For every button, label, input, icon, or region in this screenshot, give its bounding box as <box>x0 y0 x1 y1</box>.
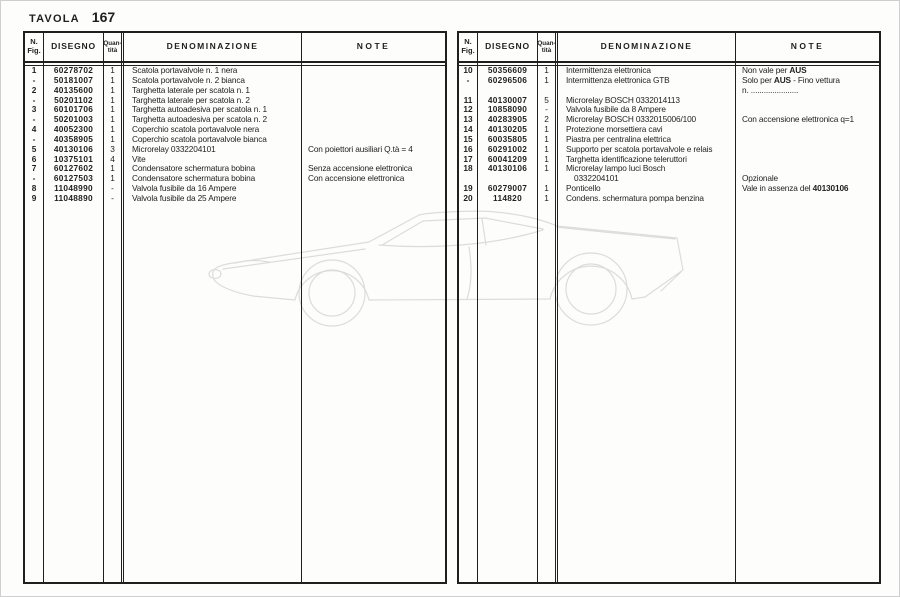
denominazione-cell: Coperchio scatola portavalvole bianca <box>124 135 302 145</box>
note-cell <box>302 96 445 106</box>
col-header-qty-line2: tità <box>541 47 552 54</box>
disegno-cell: 60296506 <box>478 76 538 86</box>
fig-cell: - <box>25 76 44 86</box>
disegno-cell: 40052300 <box>44 125 104 135</box>
qty-cell: 1 <box>104 125 124 135</box>
col-header-fig-line1: N. <box>30 37 38 47</box>
note-text: AUS <box>789 65 807 75</box>
note-text: - Fino vettura <box>790 74 840 85</box>
parts-table-right <box>457 31 881 584</box>
disegno-cell: 40358905 <box>44 135 104 145</box>
denominazione-cell: Condens. schermatura pompa benzina <box>558 194 736 204</box>
denominazione-cell: Coperchio scatola portavalvole nera <box>124 125 302 135</box>
denominazione-cell: Supporto per scatola portavalvole e relais <box>558 145 736 155</box>
qty-cell: - <box>104 184 124 194</box>
denominazione-cell: Protezione morsettiera cavi <box>558 125 736 135</box>
qty-cell: 1 <box>538 155 558 165</box>
note-cell <box>302 66 445 76</box>
denominazione-cell: Intermittenza elettronica GTB <box>558 76 736 86</box>
denominazione-cell: 0332204101 <box>558 174 736 184</box>
qty-cell: 3 <box>104 145 124 155</box>
fig-cell: 7 <box>25 164 44 174</box>
denominazione-cell: Microrelay BOSCH 0332014113 <box>558 96 736 106</box>
fig-cell: 16 <box>459 145 478 155</box>
note-cell <box>736 155 879 165</box>
qty-cell: 1 <box>538 76 558 86</box>
qty-cell: - <box>104 194 124 204</box>
qty-cell: 1 <box>104 135 124 145</box>
disegno-cell: 10375101 <box>44 155 104 165</box>
note-cell <box>736 115 879 125</box>
qty-cell: 1 <box>104 76 124 86</box>
disegno-cell: 40130205 <box>478 125 538 135</box>
disegno-cell: 60101706 <box>44 105 104 115</box>
title-label: TAVOLA <box>29 13 80 25</box>
disegno-cell: 60041209 <box>478 155 538 165</box>
disegno-cell: 60278702 <box>44 66 104 76</box>
qty-cell: 4 <box>104 155 124 165</box>
col-header-denominazione: DENOMINAZIONE <box>124 33 302 61</box>
denominazione-cell: Scatola portavalvole n. 2 bianca <box>124 76 302 86</box>
note-text: Opzionale <box>742 173 779 184</box>
fig-cell: 3 <box>25 105 44 115</box>
disegno-cell: 50201102 <box>44 96 104 106</box>
fig-cell: 14 <box>459 125 478 135</box>
fig-cell: 6 <box>25 155 44 165</box>
qty-cell: 1 <box>538 164 558 174</box>
disegno-cell: 60291002 <box>478 145 538 155</box>
disegno-cell: 60035805 <box>478 135 538 145</box>
qty-cell: 1 <box>538 194 558 204</box>
qty-cell: 1 <box>104 86 124 96</box>
parts-table-left <box>23 31 447 584</box>
col-header-note: NOTE <box>790 41 825 52</box>
fig-cell: 15 <box>459 135 478 145</box>
fig-cell: 1 <box>25 66 44 76</box>
fig-cell: 18 <box>459 164 478 174</box>
fig-cell: - <box>25 174 44 184</box>
note-cell <box>302 194 445 204</box>
disegno-cell: 60279007 <box>478 184 538 194</box>
note-text: AUS <box>773 74 791 85</box>
denominazione-cell: Scatola portavalvole n. 1 nera <box>124 66 302 76</box>
col-header-fig <box>459 33 478 61</box>
fig-cell: 20 <box>459 194 478 204</box>
qty-cell: 1 <box>538 125 558 135</box>
qty-cell: 2 <box>538 115 558 125</box>
qty-cell: 1 <box>104 66 124 76</box>
col-header-qty-line1: Quan- <box>103 39 122 47</box>
disegno-cell: 60127503 <box>44 174 104 184</box>
table-filler-row <box>25 204 445 582</box>
col-header-fig-line2: Fig. <box>27 46 41 55</box>
qty-cell: 5 <box>538 96 558 106</box>
qty-cell: 1 <box>538 145 558 155</box>
note-cell <box>302 115 445 125</box>
fig-cell: - <box>25 96 44 106</box>
note-text: Con poiettori ausiliari Q.tà = 4 <box>308 143 413 154</box>
note-text: 40130106 <box>812 183 849 194</box>
denominazione-cell: Targhetta laterale per scatola n. 1 <box>124 86 302 96</box>
note-cell <box>302 86 445 96</box>
qty-cell: 1 <box>104 174 124 184</box>
note-text: Senza accensione elettronica <box>308 163 413 174</box>
denominazione-cell: Valvola fusibile da 8 Ampere <box>558 105 736 115</box>
note-cell <box>302 125 445 135</box>
qty-cell: 1 <box>104 105 124 115</box>
note-text: Non vale per <box>742 65 790 75</box>
denominazione-cell: Condensatore schermatura bobina <box>124 164 302 174</box>
qty-cell: 1 <box>104 164 124 174</box>
disegno-cell: 11048890 <box>44 194 104 204</box>
disegno-cell: 40130106 <box>44 145 104 155</box>
fig-cell: 10 <box>459 66 478 76</box>
disegno-cell: 50356609 <box>478 66 538 76</box>
table-body <box>25 66 445 582</box>
fig-cell: - <box>25 115 44 125</box>
table-header <box>459 33 879 63</box>
denominazione-cell: Microrelay BOSCH 0332015006/100 <box>558 115 736 125</box>
note-text: Con accensione elettronica <box>308 173 405 184</box>
note-cell <box>736 135 879 145</box>
table-filler-row <box>459 204 879 582</box>
note-cell <box>302 174 445 184</box>
col-header-denominazione: DENOMINAZIONE <box>558 33 736 61</box>
note-cell <box>736 145 879 155</box>
denominazione-cell: Microrelay 0332204101 <box>124 145 302 155</box>
qty-cell: 1 <box>538 66 558 76</box>
col-header-qty-line1: Quan- <box>537 39 556 47</box>
disegno-cell: 50201003 <box>44 115 104 125</box>
note-cell <box>736 96 879 106</box>
col-header-fig-line1: N. <box>464 37 472 47</box>
table-row <box>459 76 879 86</box>
fig-cell: 9 <box>25 194 44 204</box>
disegno-cell: 11048990 <box>44 184 104 194</box>
table-body <box>459 66 879 582</box>
denominazione-cell: Valvola fusibile da 16 Ampere <box>124 184 302 194</box>
note-text: n. ...................... <box>742 84 799 95</box>
table-row <box>459 194 879 204</box>
disegno-cell: 40283905 <box>478 115 538 125</box>
table-header <box>25 33 445 63</box>
denominazione-cell: Intermittenza elettronica <box>558 66 736 76</box>
fig-cell: 5 <box>25 145 44 155</box>
note-cell <box>302 145 445 155</box>
col-header-fig-line2: Fig. <box>461 46 475 55</box>
col-header-qty-line2: tità <box>107 47 118 54</box>
disegno-cell: 40130007 <box>478 96 538 106</box>
note-cell <box>736 194 879 204</box>
denominazione-cell: Microrelay lampo luci Bosch <box>558 164 736 174</box>
col-header-qty <box>104 33 124 61</box>
fig-cell: 13 <box>459 115 478 125</box>
table-row <box>459 164 879 174</box>
denominazione-cell: Targhetta autoadesiva per scatola n. 1 <box>124 105 302 115</box>
denominazione-cell: Valvola fusibile da 25 Ampere <box>124 194 302 204</box>
qty-cell: - <box>538 105 558 115</box>
qty-cell: 1 <box>104 96 124 106</box>
qty-cell: 1 <box>538 135 558 145</box>
disegno-cell: 40130106 <box>478 164 538 174</box>
fig-cell: 8 <box>25 184 44 194</box>
disegno-cell: 50181007 <box>44 76 104 86</box>
page-title <box>29 9 115 27</box>
col-header-qty <box>538 33 558 61</box>
col-header-disegno: DISEGNO <box>44 33 104 61</box>
fig-cell: 17 <box>459 155 478 165</box>
fig-cell: 11 <box>459 96 478 106</box>
table-row <box>25 194 445 204</box>
denominazione-cell: Targhetta laterale per scatola n. 2 <box>124 96 302 106</box>
disegno-cell: 40135600 <box>44 86 104 96</box>
denominazione-cell: Targhetta identificazione teleruttori <box>558 155 736 165</box>
denominazione-cell: Condensatore schermatura bobina <box>124 174 302 184</box>
note-text: Con accensione elettronica q=1 <box>742 114 854 125</box>
note-cell <box>736 184 879 194</box>
col-header-fig <box>25 33 44 61</box>
fig-cell: 4 <box>25 125 44 135</box>
note-cell <box>736 125 879 135</box>
fig-cell: 2 <box>25 86 44 96</box>
note-cell <box>736 86 879 96</box>
fig-cell: 12 <box>459 105 478 115</box>
disegno-cell: 10858090 <box>478 105 538 115</box>
denominazione-cell: Targhetta autoadesiva per scatola n. 2 <box>124 115 302 125</box>
fig-cell: - <box>25 135 44 145</box>
note-text: Vale in assenza del <box>742 183 813 194</box>
denominazione-cell: Piastra per centralina elettrica <box>558 135 736 145</box>
note-text: Solo per <box>742 74 774 85</box>
denominazione-cell: Ponticello <box>558 184 736 194</box>
note-cell <box>302 105 445 115</box>
col-header-note: NOTE <box>356 41 391 52</box>
note-cell <box>302 184 445 194</box>
col-header-disegno: DISEGNO <box>478 33 538 61</box>
disegno-cell: 60127602 <box>44 164 104 174</box>
disegno-cell: 114820 <box>478 194 538 204</box>
denominazione-cell: Vite <box>124 155 302 165</box>
fig-cell: 19 <box>459 184 478 194</box>
qty-cell: 1 <box>538 184 558 194</box>
title-number: 167 <box>91 9 116 25</box>
qty-cell: 1 <box>104 115 124 125</box>
note-cell <box>302 76 445 86</box>
fig-cell: - <box>459 76 478 86</box>
